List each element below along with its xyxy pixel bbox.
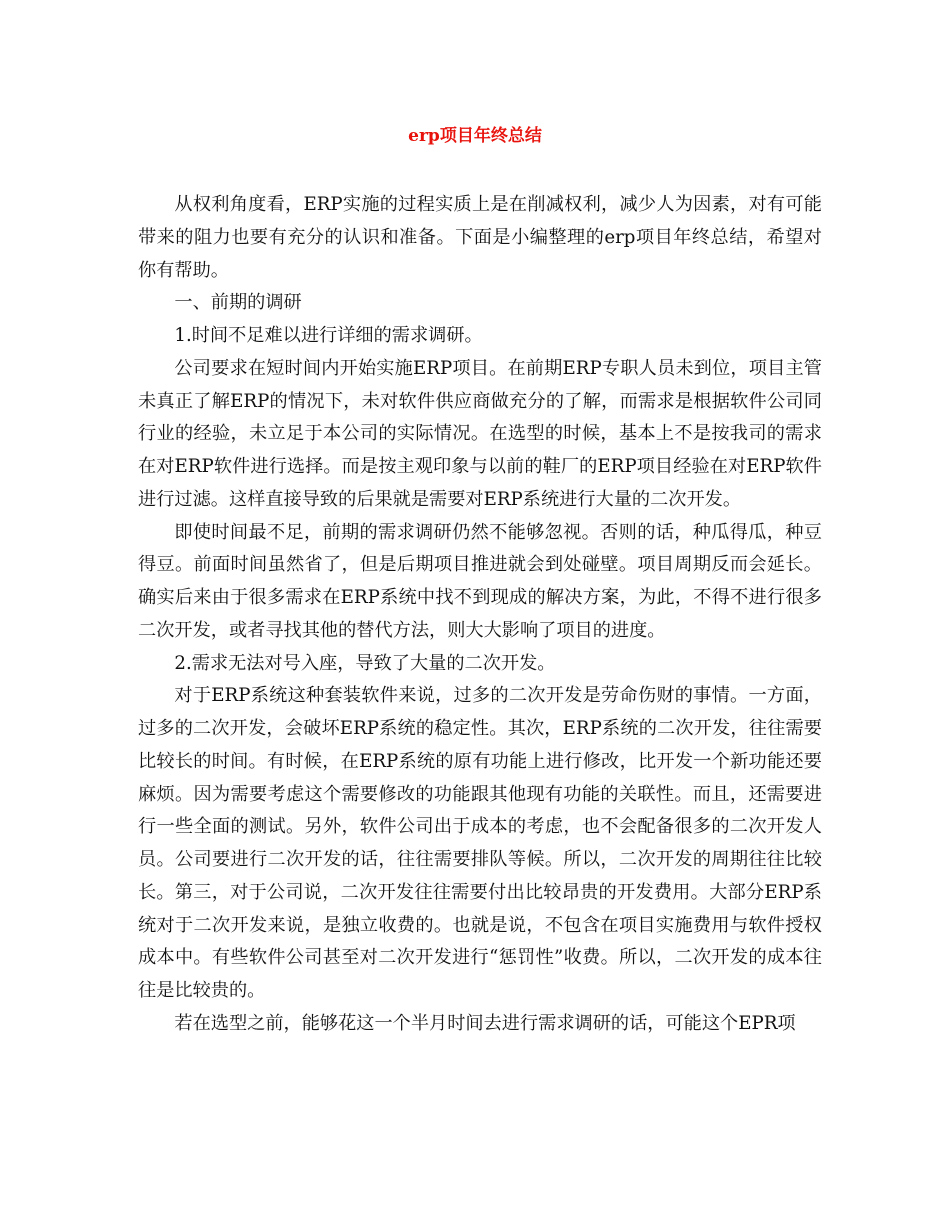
subheading-1: 1.时间不足难以进行详细的需求调研。 (174, 325, 483, 346)
document-body (138, 189, 822, 1041)
paragraph: 公司要求在短时间内开始实施ERP项目。在前期ERP专职人员未到位，项目主管未真正了解ERP的情况下，未对软件供应商做充分的了解，而需求是根据软件公司同行业的经验，未立足于本公司的实际情况。在选型的时候，基本上不是按我司的需求在对ERP软件进行选择。而是按主观印象与以前的鞋厂的ERP项目经验在对ERP软件进行过滤。这样直接导致的后果就是需要对ERP系统进行大量的二次开发。 (138, 357, 822, 510)
section-heading: 一、前期的调研 (174, 292, 302, 314)
paragraph: 对于ERP系统这种套装软件来说，过多的二次开发是劳命伤财的事情。一方面，过多的二次开发，会破坏ERP系统的稳定性。其次，ERP系统的二次开发，往往需要比较长的时间。有时候，在ERP系统的原有功能上进行修改，比开发一个新功能还要麻烦。因为需要考虑这个需要修改的功能跟其他现有功能的关联性。而且，还需要进行一些全面的测试。另外，软件公司出于成本的考虑，也不会配备很多的二次开发人员。公司要进行二次开发的话，往往需要排队等候。所以，二次开发的周期往往比较长。第三，对于公司说，二次开发往往需要付出比较昂贵的开发费用。大部分ERP系统对于二次开发来说，是独立收费的。也就是说，不包含在项目实施费用与软件授权成本中。有些软件公司甚至对二次开发进行“惩罚性”收费。所以，二次开发的成本往往是比较贵的。 (138, 685, 822, 1001)
paragraph: 即使时间最不足，前期的需求调研仍然不能够忽视。否则的话，种瓜得瓜，种豆得豆。前面时间虽然省了，但是后期项目推进就会到处碰壁。项目周期反而会延长。确实后来由于很多需求在ERP系统中找不到现成的解决方案，为此，不得不进行很多二次开发，或者寻找其他的替代方法，则大大影响了项目的进度。 (138, 521, 822, 641)
subheading-2: 2.需求无法对号入座，导致了大量的二次开发。 (174, 652, 556, 674)
paragraph-intro: 从权利角度看，ERP实施的过程实质上是在削减权利，减少人为因素，对有可能带来的阻力也要有充分的认识和准备。下面是小编整理的erp项目年终总结，希望对你有帮助。 (138, 194, 822, 281)
paragraph: 若在选型之前，能够花这一个半月时间去进行需求调研的话，可能这个EPR项 (174, 1012, 796, 1034)
document-title: erp项目年终总结 (408, 126, 542, 146)
